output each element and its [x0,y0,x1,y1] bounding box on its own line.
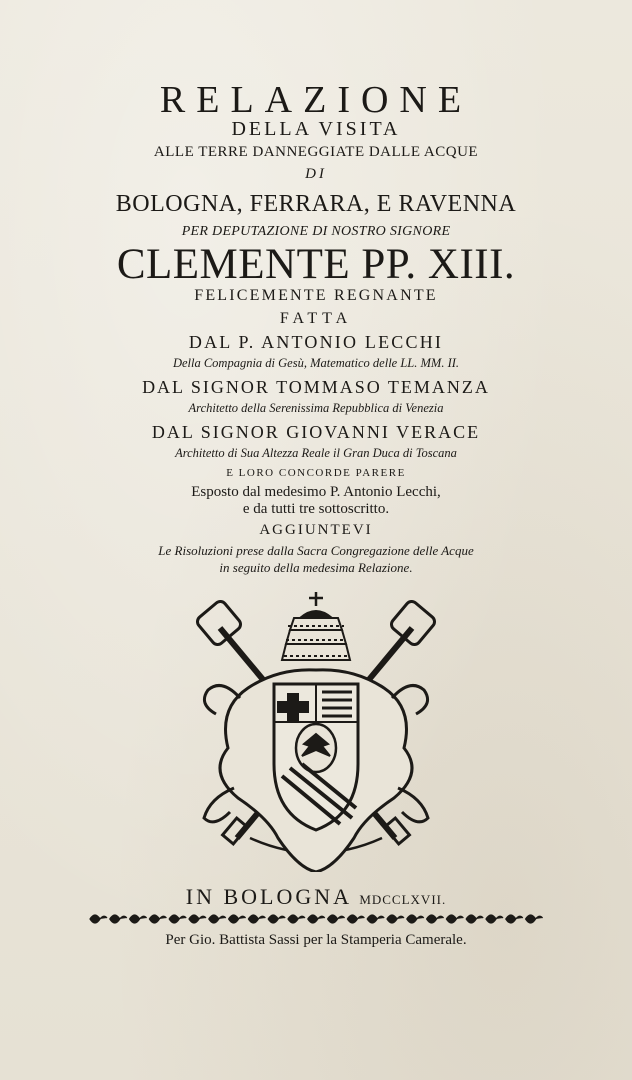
ornament-motif [90,915,107,923]
ornament-motif [506,915,523,923]
di-line: DI [305,166,327,182]
imprint-line [0,884,632,910]
ornament-motif [149,915,166,923]
author-lecchi: DAL P. ANTONIO LECCHI [188,332,444,352]
ornament-motif [209,915,226,923]
ornament-motif [466,915,483,923]
ornamental-rule-icon [86,910,546,928]
author-temanza: DAL SIGNOR TOMMASO TEMANZA [142,377,490,397]
author-verace: DAL SIGNOR GIOVANNI VERACE [151,422,481,442]
deputation-line: PER DEPUTAZIONE DI NOSTRO SIGNORE [181,224,451,239]
risoluzioni-line: Le Risoluzioni prese dalla Sacra Congregazione delle Acque [158,543,474,558]
seguito-line: in seguito della medesima Relazione. [219,560,413,575]
ornament-motif [347,915,364,923]
book-title: RELAZIONE [159,79,473,121]
sottoscritto-line: e da tutti tre sottoscritto. [242,501,390,517]
papal-tiara-icon [282,592,350,660]
ornament-motif [328,915,345,923]
ornament-motif [288,915,305,923]
ornament-motif [268,915,285,923]
papal-coat-of-arms-icon [190,588,442,872]
ornament-motif [526,915,543,923]
ornament-motif [308,915,325,923]
cities-line: BOLOGNA, FERRARA, E RAVENNA [115,191,517,217]
printer-line: Per Gio. Battista Sassi per la Stamperia Camerale. [165,932,467,948]
ornament-motif [110,915,127,923]
author-lecchi-role: Della Compagnia di Gesù, Matematico delle LL. MM. II. [172,356,460,370]
ornament-motif [407,915,424,923]
ornament-motif [189,915,206,923]
esposto-line: Esposto dal medesimo P. Antonio Lecchi, [191,484,441,500]
ornament-motif [427,915,444,923]
aggiuntevi-line: AGGIUNTEVI [259,522,373,538]
reigning-line: FELICEMENTE REGNANTE [194,287,438,304]
pope-name: CLEMENTE PP. XIII. [116,241,516,288]
ornament-motif [229,915,246,923]
author-temanza-role: Architetto della Serenissima Repubblica di Venezia [188,401,444,415]
ornament-motif [130,915,147,923]
ornament-motif [486,915,503,923]
ornament-motif [446,915,463,923]
ornament-motif [248,915,265,923]
ornament-motif [169,915,186,923]
fatta-line: FATTA [279,310,353,327]
subject-line: ALLE TERRE DANNEGGIATE DALLE ACQUE [153,144,479,160]
ornament-motif [367,915,384,923]
ornament-motif [387,915,404,923]
parere-line: E LORO CONCORDE PARERE [226,467,406,479]
imprint-city: IN BOLOGNA [185,884,351,909]
author-verace-role: Architetto di Sua Altezza Reale il Gran Duca di Toscana [175,446,457,460]
imprint-year: MDCCLXVII. [359,892,447,907]
book-subtitle: DELLA VISITA [231,118,401,140]
